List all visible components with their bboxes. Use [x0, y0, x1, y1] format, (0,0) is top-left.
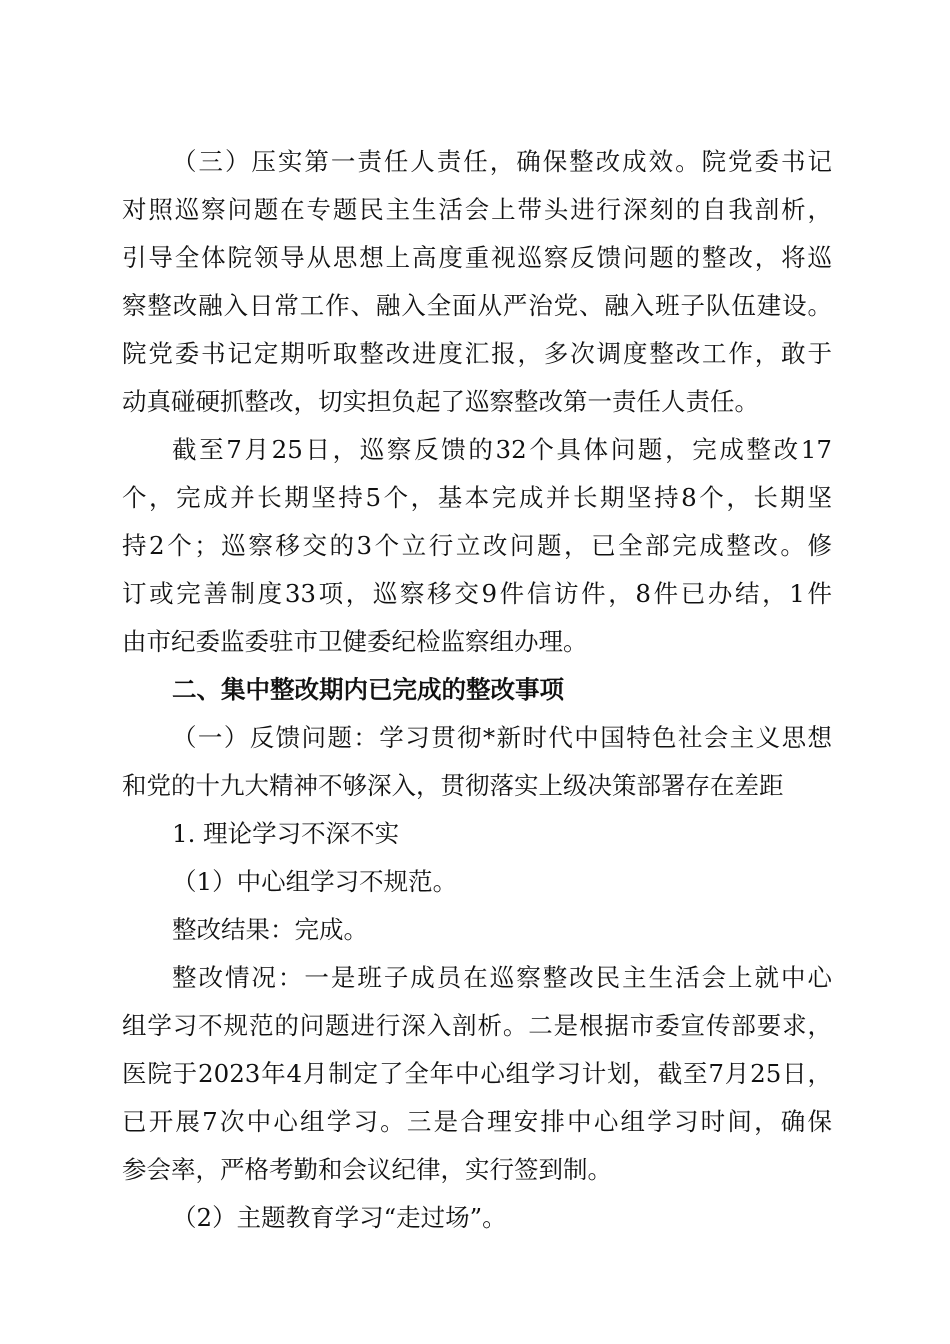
paragraph-line: 已开展7次中心组学习。三是合理安排中心组学习时间，确保 — [122, 1107, 832, 1136]
paragraph-line: 截至7月25日，巡察反馈的32个具体问题，完成整改17 — [172, 435, 832, 464]
paragraph-line: 持2个；巡察移交的3个立行立改问题，已全部完成整改。修 — [122, 531, 832, 560]
paragraph-line: 订或完善制度33项，巡察移交9件信访件，8件已办结，1件 — [122, 579, 832, 608]
subsection-heading: 1. 理论学习不深不实 — [172, 819, 400, 848]
item-heading: （2）主题教育学习“走过场”。 — [172, 1203, 507, 1232]
section-heading: 二、集中整改期内已完成的整改事项 — [172, 675, 564, 704]
paragraph-line: 医院于2023年4月制定了全年中心组学习计划，截至7月25日， — [122, 1059, 832, 1088]
item-heading: （1）中心组学习不规范。 — [172, 867, 458, 896]
paragraph-line: 整改情况：一是班子成员在巡察整改民主生活会上就中心 — [172, 963, 832, 992]
paragraph-line: 参会率，严格考勤和会议纪律，实行签到制。 — [122, 1155, 612, 1184]
paragraph-line: 个，完成并长期坚持5个，基本完成并长期坚持8个，长期坚 — [122, 483, 832, 512]
paragraph-line: 和党的十九大精神不够深入，贯彻落实上级决策部署存在差距 — [122, 771, 784, 800]
paragraph-line: 由市纪委监委驻市卫健委纪检监察组办理。 — [122, 627, 588, 656]
paragraph-line: 引导全体院领导从思想上高度重视巡察反馈问题的整改，将巡 — [122, 243, 832, 272]
paragraph-line: 组学习不规范的问题进行深入剖析。二是根据市委宣传部要求， — [122, 1011, 832, 1040]
paragraph-line: 对照巡察问题在专题民主生活会上带头进行深刻的自我剖析， — [122, 195, 832, 224]
paragraph-line: （三）压实第一责任人责任，确保整改成效。院党委书记 — [172, 147, 832, 176]
paragraph-line: 察整改融入日常工作、融入全面从严治党、融入班子队伍建设。 — [122, 291, 832, 320]
paragraph-line: 院党委书记定期听取整改进度汇报，多次调度整改工作，敢于 — [122, 339, 832, 368]
paragraph-line: （一）反馈问题：学习贯彻*新时代中国特色社会主义思想 — [172, 723, 832, 752]
rectification-result: 整改结果：完成。 — [172, 915, 368, 944]
paragraph-line: 动真碰硬抓整改，切实担负起了巡察整改第一责任人责任。 — [122, 387, 759, 416]
